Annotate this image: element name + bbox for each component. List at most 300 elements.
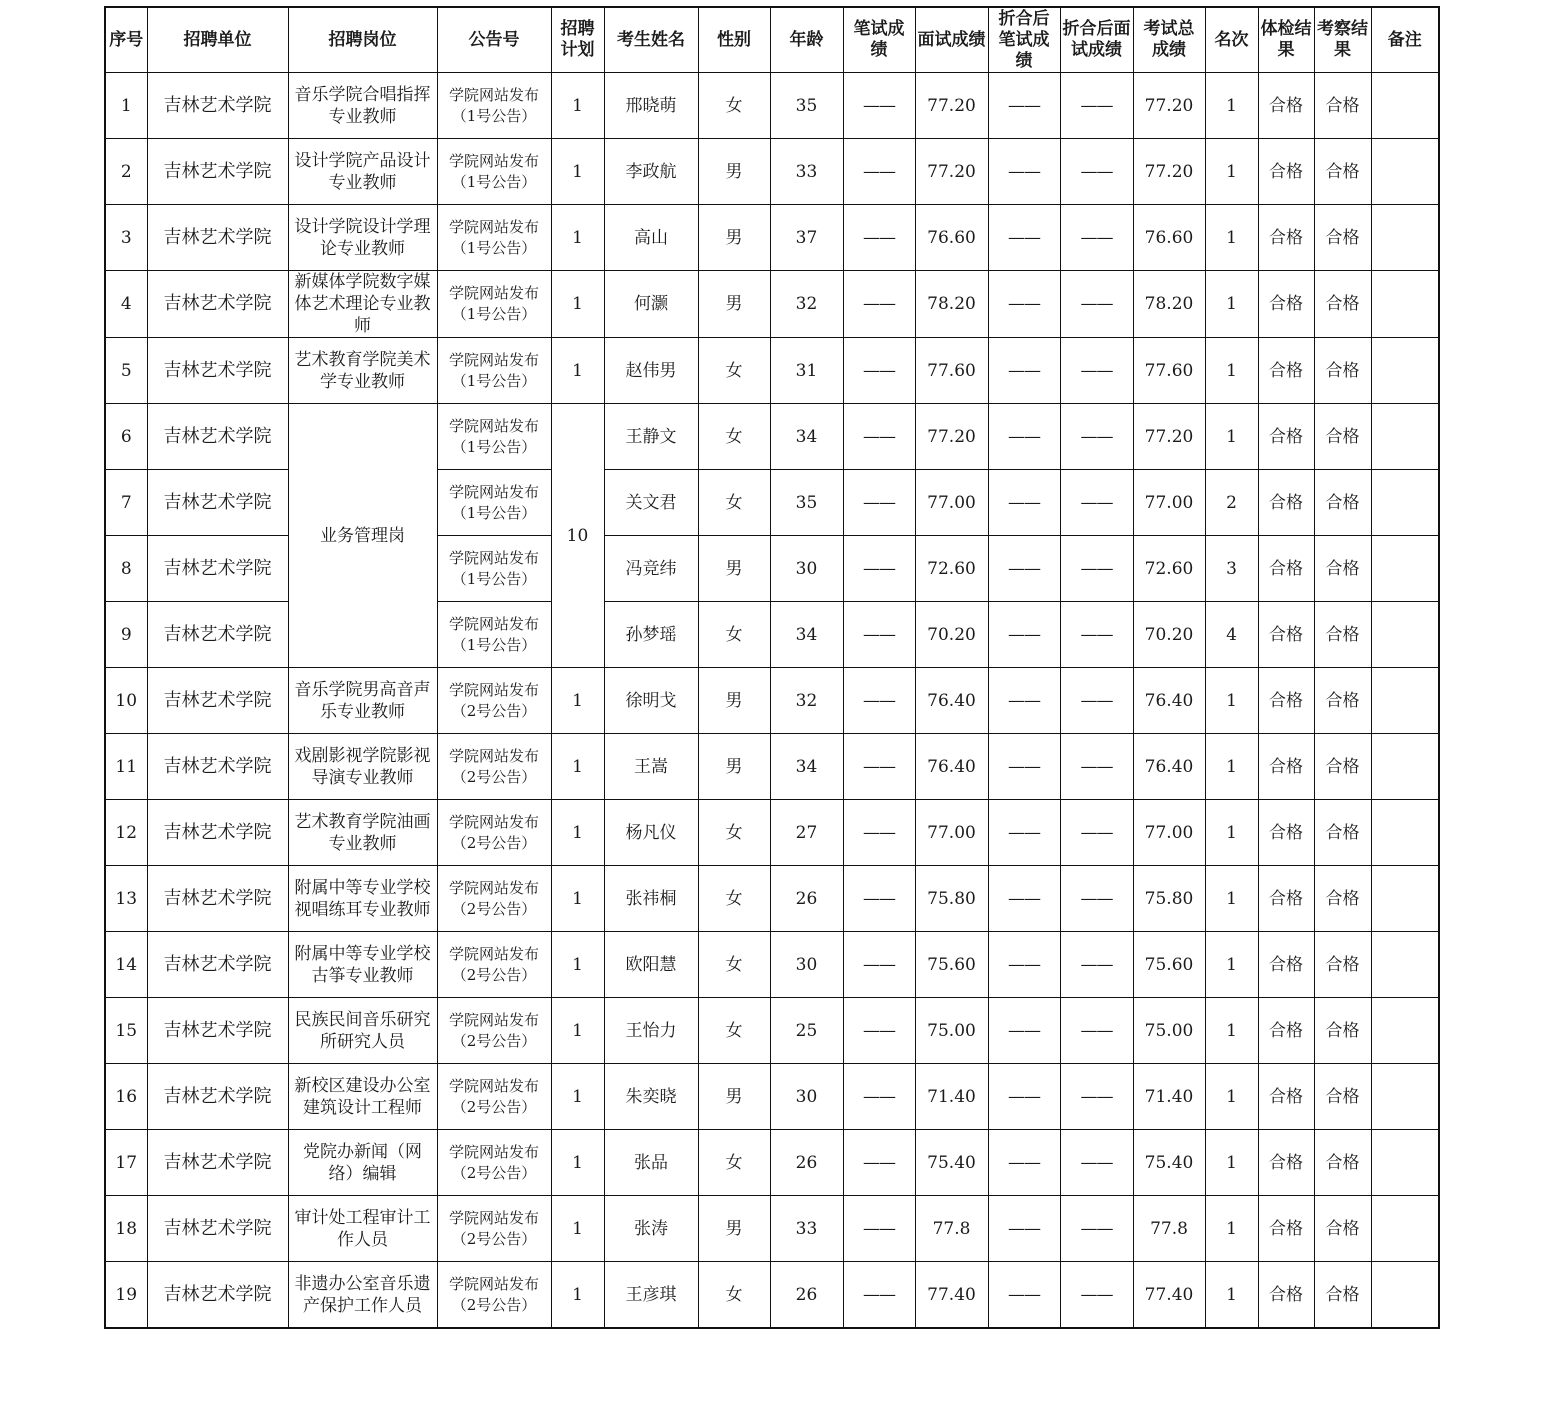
written-score-cell: —— bbox=[843, 1130, 915, 1196]
inspection-result-header: 考察结果 bbox=[1314, 7, 1371, 73]
plan-cell: 10 bbox=[551, 404, 604, 668]
remark-cell bbox=[1371, 271, 1439, 338]
rank-cell: 1 bbox=[1205, 998, 1258, 1064]
unit-cell: 吉林艺术学院 bbox=[147, 1130, 288, 1196]
position-cell: 业务管理岗 bbox=[288, 404, 437, 668]
remark-cell bbox=[1371, 998, 1439, 1064]
physical-result-cell: 合格 bbox=[1258, 1130, 1314, 1196]
remark-cell bbox=[1371, 139, 1439, 205]
total-score-cell: 77.8 bbox=[1133, 1196, 1205, 1262]
total-score-cell: 77.20 bbox=[1133, 139, 1205, 205]
interview-score-cell: 70.20 bbox=[915, 602, 988, 668]
age-cell: 35 bbox=[770, 73, 843, 139]
converted-interview-cell: —— bbox=[1060, 470, 1133, 536]
written-score-cell: —— bbox=[843, 404, 915, 470]
converted-written-cell: —— bbox=[988, 668, 1060, 734]
interview-score-cell: 78.20 bbox=[915, 271, 988, 338]
plan-cell: 1 bbox=[551, 800, 604, 866]
interview-score-cell: 77.00 bbox=[915, 470, 988, 536]
total-score-cell: 77.20 bbox=[1133, 73, 1205, 139]
position-cell: 设计学院设计学理论专业教师 bbox=[288, 205, 437, 271]
name-header: 考生姓名 bbox=[604, 7, 698, 73]
inspection-result-cell: 合格 bbox=[1314, 1064, 1371, 1130]
remark-cell bbox=[1371, 866, 1439, 932]
converted-written-cell: —— bbox=[988, 998, 1060, 1064]
age-cell: 34 bbox=[770, 404, 843, 470]
converted-written-cell: —— bbox=[988, 205, 1060, 271]
name-cell: 杨凡仪 bbox=[604, 800, 698, 866]
gender-cell: 女 bbox=[698, 404, 770, 470]
physical-result-cell: 合格 bbox=[1258, 73, 1314, 139]
total-score-cell: 75.60 bbox=[1133, 932, 1205, 998]
age-cell: 30 bbox=[770, 932, 843, 998]
remark-cell bbox=[1371, 338, 1439, 404]
inspection-result-cell: 合格 bbox=[1314, 470, 1371, 536]
remark-cell bbox=[1371, 1262, 1439, 1329]
rank-cell: 1 bbox=[1205, 668, 1258, 734]
interview-score-cell: 71.40 bbox=[915, 1064, 988, 1130]
unit-cell: 吉林艺术学院 bbox=[147, 338, 288, 404]
remark-cell bbox=[1371, 404, 1439, 470]
inspection-result-cell: 合格 bbox=[1314, 73, 1371, 139]
table-row bbox=[105, 404, 1439, 470]
gender-cell: 女 bbox=[698, 998, 770, 1064]
name-cell: 孙梦瑶 bbox=[604, 602, 698, 668]
physical-result-cell: 合格 bbox=[1258, 139, 1314, 205]
inspection-result-cell: 合格 bbox=[1314, 139, 1371, 205]
total-score-cell: 70.20 bbox=[1133, 602, 1205, 668]
age-cell: 26 bbox=[770, 1130, 843, 1196]
table-row bbox=[105, 139, 1439, 205]
recruitment-results-table bbox=[104, 6, 1440, 1329]
unit-cell: 吉林艺术学院 bbox=[147, 271, 288, 338]
converted-interview-cell: —— bbox=[1060, 404, 1133, 470]
rank-cell: 1 bbox=[1205, 1262, 1258, 1329]
rank-cell: 1 bbox=[1205, 404, 1258, 470]
unit-cell: 吉林艺术学院 bbox=[147, 1262, 288, 1329]
name-cell: 欧阳慧 bbox=[604, 932, 698, 998]
table-header-row bbox=[105, 7, 1439, 73]
remark-cell bbox=[1371, 205, 1439, 271]
written-score-cell: —— bbox=[843, 800, 915, 866]
total-score-cell: 75.80 bbox=[1133, 866, 1205, 932]
interview-score-cell: 76.60 bbox=[915, 205, 988, 271]
plan-cell: 1 bbox=[551, 866, 604, 932]
gender-cell: 女 bbox=[698, 602, 770, 668]
total-score-cell: 76.40 bbox=[1133, 668, 1205, 734]
rank-cell: 1 bbox=[1205, 1064, 1258, 1130]
index-cell: 18 bbox=[105, 1196, 147, 1262]
inspection-result-cell: 合格 bbox=[1314, 1130, 1371, 1196]
written-score-cell: —— bbox=[843, 1064, 915, 1130]
gender-cell: 女 bbox=[698, 800, 770, 866]
remark-cell bbox=[1371, 470, 1439, 536]
gender-header: 性别 bbox=[698, 7, 770, 73]
converted-interview-cell: —— bbox=[1060, 1196, 1133, 1262]
converted-written-cell: —— bbox=[988, 139, 1060, 205]
inspection-result-cell: 合格 bbox=[1314, 404, 1371, 470]
announcement-cell: 学院网站发布（1号公告） bbox=[437, 73, 551, 139]
converted-interview-cell: —— bbox=[1060, 271, 1133, 338]
gender-cell: 男 bbox=[698, 734, 770, 800]
rank-cell: 1 bbox=[1205, 139, 1258, 205]
position-cell: 民族民间音乐研究所研究人员 bbox=[288, 998, 437, 1064]
gender-cell: 女 bbox=[698, 338, 770, 404]
age-cell: 37 bbox=[770, 205, 843, 271]
table-body bbox=[105, 73, 1439, 1329]
gender-cell: 女 bbox=[698, 470, 770, 536]
index-cell: 11 bbox=[105, 734, 147, 800]
plan-cell: 1 bbox=[551, 271, 604, 338]
physical-result-cell: 合格 bbox=[1258, 404, 1314, 470]
physical-result-cell: 合格 bbox=[1258, 602, 1314, 668]
position-cell: 戏剧影视学院影视导演专业教师 bbox=[288, 734, 437, 800]
converted-interview-cell: —— bbox=[1060, 800, 1133, 866]
converted-interview-cell: —— bbox=[1060, 139, 1133, 205]
converted-written-cell: —— bbox=[988, 800, 1060, 866]
announcement-cell: 学院网站发布（1号公告） bbox=[437, 470, 551, 536]
physical-result-cell: 合格 bbox=[1258, 668, 1314, 734]
index-cell: 2 bbox=[105, 139, 147, 205]
converted-written-cell: —— bbox=[988, 73, 1060, 139]
physical-result-cell: 合格 bbox=[1258, 1262, 1314, 1329]
name-cell: 张涛 bbox=[604, 1196, 698, 1262]
table-row bbox=[105, 1262, 1439, 1329]
remark-cell bbox=[1371, 602, 1439, 668]
inspection-result-cell: 合格 bbox=[1314, 932, 1371, 998]
position-cell: 艺术教育学院油画专业教师 bbox=[288, 800, 437, 866]
written-score-cell: —— bbox=[843, 139, 915, 205]
index-cell: 17 bbox=[105, 1130, 147, 1196]
physical-result-cell: 合格 bbox=[1258, 1196, 1314, 1262]
plan-cell: 1 bbox=[551, 1196, 604, 1262]
age-cell: 34 bbox=[770, 734, 843, 800]
name-cell: 张品 bbox=[604, 1130, 698, 1196]
written-score-cell: —— bbox=[843, 73, 915, 139]
rank-cell: 3 bbox=[1205, 536, 1258, 602]
name-cell: 徐明戈 bbox=[604, 668, 698, 734]
plan-cell: 1 bbox=[551, 668, 604, 734]
rank-cell: 1 bbox=[1205, 271, 1258, 338]
written-score-cell: —— bbox=[843, 668, 915, 734]
inspection-result-cell: 合格 bbox=[1314, 1196, 1371, 1262]
total-score-cell: 77.40 bbox=[1133, 1262, 1205, 1329]
gender-cell: 男 bbox=[698, 536, 770, 602]
rank-header: 名次 bbox=[1205, 7, 1258, 73]
name-cell: 王静文 bbox=[604, 404, 698, 470]
announcement-cell: 学院网站发布（2号公告） bbox=[437, 866, 551, 932]
remark-cell bbox=[1371, 1064, 1439, 1130]
index-header: 序号 bbox=[105, 7, 147, 73]
index-cell: 5 bbox=[105, 338, 147, 404]
plan-header: 招聘计划 bbox=[551, 7, 604, 73]
age-cell: 26 bbox=[770, 1262, 843, 1329]
converted-interview-cell: —— bbox=[1060, 998, 1133, 1064]
age-cell: 32 bbox=[770, 668, 843, 734]
name-cell: 高山 bbox=[604, 205, 698, 271]
converted-written-cell: —— bbox=[988, 338, 1060, 404]
rank-cell: 1 bbox=[1205, 734, 1258, 800]
position-cell: 附属中等专业学校视唱练耳专业教师 bbox=[288, 866, 437, 932]
plan-cell: 1 bbox=[551, 998, 604, 1064]
converted-written-header: 折合后笔试成绩 bbox=[988, 7, 1060, 73]
interview-score-cell: 72.60 bbox=[915, 536, 988, 602]
announcement-cell: 学院网站发布（2号公告） bbox=[437, 932, 551, 998]
total-score-cell: 76.60 bbox=[1133, 205, 1205, 271]
converted-interview-cell: —— bbox=[1060, 734, 1133, 800]
position-cell: 附属中等专业学校古筝专业教师 bbox=[288, 932, 437, 998]
table-row bbox=[105, 932, 1439, 998]
plan-cell: 1 bbox=[551, 932, 604, 998]
table-row bbox=[105, 338, 1439, 404]
plan-cell: 1 bbox=[551, 73, 604, 139]
inspection-result-cell: 合格 bbox=[1314, 668, 1371, 734]
age-cell: 32 bbox=[770, 271, 843, 338]
position-cell: 艺术教育学院美术学专业教师 bbox=[288, 338, 437, 404]
total-score-cell: 75.00 bbox=[1133, 998, 1205, 1064]
announcement-header: 公告号 bbox=[437, 7, 551, 73]
total-score-cell: 77.00 bbox=[1133, 470, 1205, 536]
total-score-header: 考试总成绩 bbox=[1133, 7, 1205, 73]
announcement-cell: 学院网站发布（1号公告） bbox=[437, 271, 551, 338]
converted-interview-cell: —— bbox=[1060, 866, 1133, 932]
announcement-cell: 学院网站发布（1号公告） bbox=[437, 338, 551, 404]
physical-result-cell: 合格 bbox=[1258, 734, 1314, 800]
age-header: 年龄 bbox=[770, 7, 843, 73]
physical-result-cell: 合格 bbox=[1258, 800, 1314, 866]
rank-cell: 1 bbox=[1205, 1196, 1258, 1262]
physical-result-cell: 合格 bbox=[1258, 998, 1314, 1064]
converted-written-cell: —— bbox=[988, 470, 1060, 536]
table-row bbox=[105, 668, 1439, 734]
gender-cell: 女 bbox=[698, 1262, 770, 1329]
age-cell: 33 bbox=[770, 139, 843, 205]
written-score-cell: —— bbox=[843, 998, 915, 1064]
gender-cell: 男 bbox=[698, 668, 770, 734]
age-cell: 34 bbox=[770, 602, 843, 668]
written-score-header: 笔试成绩 bbox=[843, 7, 915, 73]
inspection-result-cell: 合格 bbox=[1314, 998, 1371, 1064]
table-row bbox=[105, 800, 1439, 866]
position-cell: 音乐学院合唱指挥专业教师 bbox=[288, 73, 437, 139]
plan-cell: 1 bbox=[551, 734, 604, 800]
interview-score-cell: 75.80 bbox=[915, 866, 988, 932]
gender-cell: 男 bbox=[698, 205, 770, 271]
table-row bbox=[105, 734, 1439, 800]
inspection-result-cell: 合格 bbox=[1314, 271, 1371, 338]
rank-cell: 1 bbox=[1205, 73, 1258, 139]
index-cell: 9 bbox=[105, 602, 147, 668]
rank-cell: 1 bbox=[1205, 338, 1258, 404]
table-row bbox=[105, 1196, 1439, 1262]
age-cell: 35 bbox=[770, 470, 843, 536]
index-cell: 7 bbox=[105, 470, 147, 536]
total-score-cell: 78.20 bbox=[1133, 271, 1205, 338]
converted-interview-cell: —— bbox=[1060, 932, 1133, 998]
name-cell: 冯竞纬 bbox=[604, 536, 698, 602]
interview-score-cell: 77.20 bbox=[915, 404, 988, 470]
converted-written-cell: —— bbox=[988, 602, 1060, 668]
plan-cell: 1 bbox=[551, 1064, 604, 1130]
age-cell: 30 bbox=[770, 1064, 843, 1130]
announcement-cell: 学院网站发布（2号公告） bbox=[437, 800, 551, 866]
converted-written-cell: —— bbox=[988, 404, 1060, 470]
unit-cell: 吉林艺术学院 bbox=[147, 1196, 288, 1262]
announcement-cell: 学院网站发布（2号公告） bbox=[437, 1262, 551, 1329]
interview-score-cell: 75.60 bbox=[915, 932, 988, 998]
index-cell: 6 bbox=[105, 404, 147, 470]
written-score-cell: —— bbox=[843, 1196, 915, 1262]
physical-result-cell: 合格 bbox=[1258, 271, 1314, 338]
age-cell: 27 bbox=[770, 800, 843, 866]
converted-interview-cell: —— bbox=[1060, 668, 1133, 734]
age-cell: 26 bbox=[770, 866, 843, 932]
inspection-result-cell: 合格 bbox=[1314, 734, 1371, 800]
position-cell: 新媒体学院数字媒体艺术理论专业教师 bbox=[288, 271, 437, 338]
age-cell: 31 bbox=[770, 338, 843, 404]
announcement-cell: 学院网站发布（2号公告） bbox=[437, 998, 551, 1064]
unit-cell: 吉林艺术学院 bbox=[147, 998, 288, 1064]
unit-cell: 吉林艺术学院 bbox=[147, 800, 288, 866]
converted-interview-cell: —— bbox=[1060, 1130, 1133, 1196]
inspection-result-cell: 合格 bbox=[1314, 205, 1371, 271]
index-cell: 15 bbox=[105, 998, 147, 1064]
total-score-cell: 77.20 bbox=[1133, 404, 1205, 470]
name-cell: 王怡力 bbox=[604, 998, 698, 1064]
physical-result-cell: 合格 bbox=[1258, 1064, 1314, 1130]
rank-cell: 1 bbox=[1205, 205, 1258, 271]
gender-cell: 女 bbox=[698, 866, 770, 932]
position-cell: 设计学院产品设计专业教师 bbox=[288, 139, 437, 205]
converted-interview-cell: —— bbox=[1060, 1064, 1133, 1130]
rank-cell: 2 bbox=[1205, 470, 1258, 536]
converted-interview-cell: —— bbox=[1060, 73, 1133, 139]
unit-cell: 吉林艺术学院 bbox=[147, 536, 288, 602]
converted-written-cell: —— bbox=[988, 866, 1060, 932]
index-cell: 12 bbox=[105, 800, 147, 866]
unit-cell: 吉林艺术学院 bbox=[147, 73, 288, 139]
name-cell: 王嵩 bbox=[604, 734, 698, 800]
remark-cell bbox=[1371, 734, 1439, 800]
plan-cell: 1 bbox=[551, 1130, 604, 1196]
index-cell: 19 bbox=[105, 1262, 147, 1329]
unit-cell: 吉林艺术学院 bbox=[147, 668, 288, 734]
index-cell: 3 bbox=[105, 205, 147, 271]
written-score-cell: —— bbox=[843, 866, 915, 932]
total-score-cell: 76.40 bbox=[1133, 734, 1205, 800]
physical-result-cell: 合格 bbox=[1258, 338, 1314, 404]
unit-cell: 吉林艺术学院 bbox=[147, 404, 288, 470]
table-row bbox=[105, 73, 1439, 139]
written-score-cell: —— bbox=[843, 470, 915, 536]
inspection-result-cell: 合格 bbox=[1314, 536, 1371, 602]
inspection-result-cell: 合格 bbox=[1314, 602, 1371, 668]
converted-interview-cell: —— bbox=[1060, 602, 1133, 668]
index-cell: 16 bbox=[105, 1064, 147, 1130]
unit-cell: 吉林艺术学院 bbox=[147, 1064, 288, 1130]
position-cell: 非遗办公室音乐遗产保护工作人员 bbox=[288, 1262, 437, 1329]
gender-cell: 男 bbox=[698, 139, 770, 205]
unit-cell: 吉林艺术学院 bbox=[147, 866, 288, 932]
interview-score-header: 面试成绩 bbox=[915, 7, 988, 73]
plan-cell: 1 bbox=[551, 205, 604, 271]
inspection-result-cell: 合格 bbox=[1314, 800, 1371, 866]
gender-cell: 男 bbox=[698, 1196, 770, 1262]
rank-cell: 1 bbox=[1205, 866, 1258, 932]
announcement-cell: 学院网站发布（1号公告） bbox=[437, 205, 551, 271]
announcement-cell: 学院网站发布（2号公告） bbox=[437, 668, 551, 734]
gender-cell: 女 bbox=[698, 932, 770, 998]
interview-score-cell: 77.40 bbox=[915, 1262, 988, 1329]
written-score-cell: —— bbox=[843, 536, 915, 602]
announcement-cell: 学院网站发布（2号公告） bbox=[437, 1130, 551, 1196]
total-score-cell: 72.60 bbox=[1133, 536, 1205, 602]
gender-cell: 女 bbox=[698, 1130, 770, 1196]
position-cell: 审计处工程审计工作人员 bbox=[288, 1196, 437, 1262]
name-cell: 关文君 bbox=[604, 470, 698, 536]
rank-cell: 1 bbox=[1205, 1130, 1258, 1196]
inspection-result-cell: 合格 bbox=[1314, 866, 1371, 932]
name-cell: 何灏 bbox=[604, 271, 698, 338]
converted-written-cell: —— bbox=[988, 734, 1060, 800]
written-score-cell: —— bbox=[843, 734, 915, 800]
index-cell: 8 bbox=[105, 536, 147, 602]
name-cell: 张祎桐 bbox=[604, 866, 698, 932]
position-cell: 音乐学院男高音声乐专业教师 bbox=[288, 668, 437, 734]
physical-result-cell: 合格 bbox=[1258, 470, 1314, 536]
physical-result-cell: 合格 bbox=[1258, 866, 1314, 932]
announcement-cell: 学院网站发布（2号公告） bbox=[437, 1196, 551, 1262]
rank-cell: 1 bbox=[1205, 932, 1258, 998]
unit-cell: 吉林艺术学院 bbox=[147, 932, 288, 998]
remark-cell bbox=[1371, 73, 1439, 139]
remark-cell bbox=[1371, 800, 1439, 866]
unit-cell: 吉林艺术学院 bbox=[147, 139, 288, 205]
index-cell: 10 bbox=[105, 668, 147, 734]
remark-header: 备注 bbox=[1371, 7, 1439, 73]
table-row bbox=[105, 205, 1439, 271]
index-cell: 1 bbox=[105, 73, 147, 139]
age-cell: 33 bbox=[770, 1196, 843, 1262]
table-row bbox=[105, 866, 1439, 932]
position-header: 招聘岗位 bbox=[288, 7, 437, 73]
gender-cell: 男 bbox=[698, 1064, 770, 1130]
interview-score-cell: 77.8 bbox=[915, 1196, 988, 1262]
written-score-cell: —— bbox=[843, 932, 915, 998]
name-cell: 李政航 bbox=[604, 139, 698, 205]
interview-score-cell: 75.40 bbox=[915, 1130, 988, 1196]
converted-interview-cell: —— bbox=[1060, 338, 1133, 404]
index-cell: 13 bbox=[105, 866, 147, 932]
inspection-result-cell: 合格 bbox=[1314, 1262, 1371, 1329]
table-row bbox=[105, 998, 1439, 1064]
physical-result-cell: 合格 bbox=[1258, 205, 1314, 271]
unit-cell: 吉林艺术学院 bbox=[147, 470, 288, 536]
position-cell: 新校区建设办公室建筑设计工程师 bbox=[288, 1064, 437, 1130]
converted-interview-cell: —— bbox=[1060, 205, 1133, 271]
name-cell: 朱奕晓 bbox=[604, 1064, 698, 1130]
unit-header: 招聘单位 bbox=[147, 7, 288, 73]
physical-result-cell: 合格 bbox=[1258, 536, 1314, 602]
rank-cell: 4 bbox=[1205, 602, 1258, 668]
physical-result-header: 体检结果 bbox=[1258, 7, 1314, 73]
interview-score-cell: 76.40 bbox=[915, 734, 988, 800]
written-score-cell: —— bbox=[843, 271, 915, 338]
name-cell: 邢晓萌 bbox=[604, 73, 698, 139]
converted-written-cell: —— bbox=[988, 932, 1060, 998]
interview-score-cell: 77.20 bbox=[915, 73, 988, 139]
announcement-cell: 学院网站发布（2号公告） bbox=[437, 1064, 551, 1130]
